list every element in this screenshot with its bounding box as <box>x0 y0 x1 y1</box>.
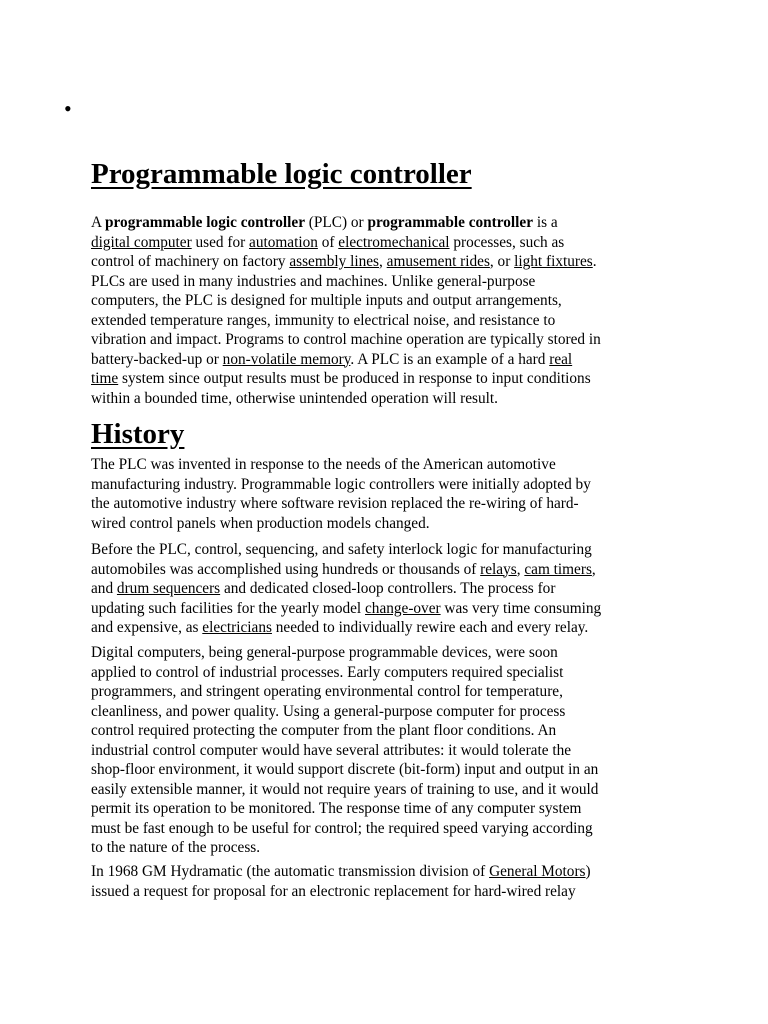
text-run: The PLC was invented in response to the needs of the American automotive <box>91 456 556 473</box>
bullet-marker: • <box>64 96 72 121</box>
text-run: cleanliness, and power quality. Using a general-purpose computer for process <box>91 702 566 720</box>
text-line <box>91 780 691 800</box>
text-run: system since output results must be produced in response to input conditions <box>118 370 591 387</box>
history-paragraph-1 <box>91 455 691 533</box>
text-run: control of machinery on factory <box>91 253 290 270</box>
link[interactable]: relays <box>480 560 517 578</box>
link[interactable]: electricians <box>202 619 272 636</box>
text-run: (PLC) or <box>304 214 368 231</box>
text-run: applied to control of industrial processes. Early computers required specialist <box>91 663 564 681</box>
text-run: vibration and impact. Programs to control machine operation are typically stored in <box>91 331 601 348</box>
text-run: In 1968 GM Hydramatic (the automatic transmission division of <box>91 863 490 880</box>
link[interactable]: electromechanical <box>338 233 450 251</box>
text-run: A <box>91 214 106 231</box>
text-line <box>91 350 691 370</box>
text-line <box>91 560 691 580</box>
link[interactable]: digital computer <box>91 233 192 251</box>
link[interactable]: drum sequencers <box>116 580 221 597</box>
text-run: , or <box>489 253 515 270</box>
text-run: is a <box>533 214 558 231</box>
link[interactable]: General Motors <box>489 863 586 880</box>
link[interactable]: light fixtures <box>514 253 593 270</box>
text-run: and expensive, as <box>91 619 203 636</box>
text-line <box>91 369 691 389</box>
text-run: battery-backed-up or <box>91 350 223 368</box>
history-paragraph-4 <box>91 862 691 901</box>
text-line <box>91 330 691 350</box>
text-line <box>91 291 691 311</box>
text-line <box>91 311 691 331</box>
text-line <box>91 233 691 253</box>
text-line <box>91 721 691 741</box>
text-run: and dedicated closed-loop controllers. The process for <box>220 580 556 597</box>
text-run: permit its operation to be monitored. The response time of any computer system <box>91 800 582 817</box>
text-run: PLCs are used in many industries and machines. Unlike general-purpose <box>91 272 536 290</box>
text-run: wired control panels when production models changed. <box>91 514 430 532</box>
text-run: updating such facilities for the yearly model <box>91 599 365 617</box>
history-heading: History <box>91 418 185 450</box>
link[interactable]: amusement rides <box>386 253 490 270</box>
text-run: programmers, and stringent operating environmental control for temperature, <box>91 683 563 700</box>
text-line <box>91 599 691 619</box>
text-line <box>91 760 691 780</box>
text-run: extended temperature ranges, immunity to electrical noise, and resistance to <box>91 311 556 329</box>
text-run: Before the PLC, control, sequencing, and safety interlock logic for manufacturing <box>91 541 592 558</box>
text-run: computers, the PLC is designed for multiple inputs and output arrangements, <box>91 292 562 309</box>
text-line <box>91 799 691 819</box>
text-run: , <box>591 560 596 578</box>
link[interactable]: change-over <box>365 599 441 617</box>
text-run: , <box>516 560 525 578</box>
text-line <box>91 540 691 560</box>
text-run: easily extensible manner, it would not require years of training to use, and it would <box>91 780 599 798</box>
intro-paragraph <box>91 213 691 408</box>
text-line <box>91 252 691 272</box>
text-run: to the nature of the process. <box>91 839 261 856</box>
page-title: Programmable logic controller <box>91 158 472 190</box>
text-run: of <box>317 233 339 251</box>
text-line <box>91 455 691 475</box>
link[interactable]: time <box>91 370 119 387</box>
text-run: issued a request for proposal for an electronic replacement for hard-wired relay <box>91 882 576 900</box>
text-line <box>91 682 691 702</box>
text-run: control required protecting the computer from the plant floor conditions. An <box>91 722 557 739</box>
text-run: must be fast enough to be useful for control; the required speed varying according <box>91 819 593 837</box>
text-run: manufacturing industry. Programmable logic controllers were initially adopted by <box>91 475 591 493</box>
text-line <box>91 213 691 233</box>
text-line <box>91 838 691 858</box>
history-paragraph-2 <box>91 540 691 638</box>
text-run: the automotive industry where software revision replaced the re-wiring of hard- <box>91 495 579 512</box>
link[interactable]: non-volatile memory <box>222 350 351 368</box>
link[interactable]: cam timers <box>524 560 592 578</box>
text-run: shop-floor environment, it would support discrete (bit-form) input and output in an <box>91 761 599 778</box>
link[interactable]: automation <box>249 233 318 251</box>
text-run: processes, such as <box>449 233 565 251</box>
text-run: industrial control computer would have several attributes: it would tolerate the <box>91 741 572 759</box>
text-line <box>91 272 691 292</box>
text-run: . A PLC is an example of a hard <box>350 350 550 368</box>
text-line <box>91 663 691 683</box>
text-run: , <box>379 253 387 270</box>
text-line <box>91 741 691 761</box>
text-line <box>91 862 691 882</box>
text-run: Digital computers, being general-purpose programmable devices, were soon <box>91 644 558 661</box>
text-line <box>91 643 691 663</box>
text-run: . <box>592 253 597 270</box>
text-run: and <box>91 580 117 597</box>
text-line <box>91 514 691 534</box>
text-line <box>91 702 691 722</box>
text-run: was very time consuming <box>440 599 602 617</box>
link[interactable]: assembly lines <box>289 253 380 270</box>
history-paragraph-3 <box>91 643 691 858</box>
text-run: used for <box>191 233 250 251</box>
text-line <box>91 494 691 514</box>
text-line <box>91 579 691 599</box>
text-line <box>91 819 691 839</box>
text-run: within a bounded time, otherwise unintended operation will result. <box>91 389 498 407</box>
text-run: automobiles was accomplished using hundreds or thousands of <box>91 560 481 578</box>
bold-term: programmable logic controller <box>105 214 305 231</box>
bold-term: programmable controller <box>367 214 533 231</box>
text-line <box>91 389 691 409</box>
link[interactable]: real <box>549 350 573 368</box>
text-run: needed to individually rewire each and every relay. <box>271 619 589 636</box>
text-line <box>91 882 691 902</box>
text-run: ) <box>585 863 591 880</box>
text-line <box>91 618 691 638</box>
text-line <box>91 475 691 495</box>
